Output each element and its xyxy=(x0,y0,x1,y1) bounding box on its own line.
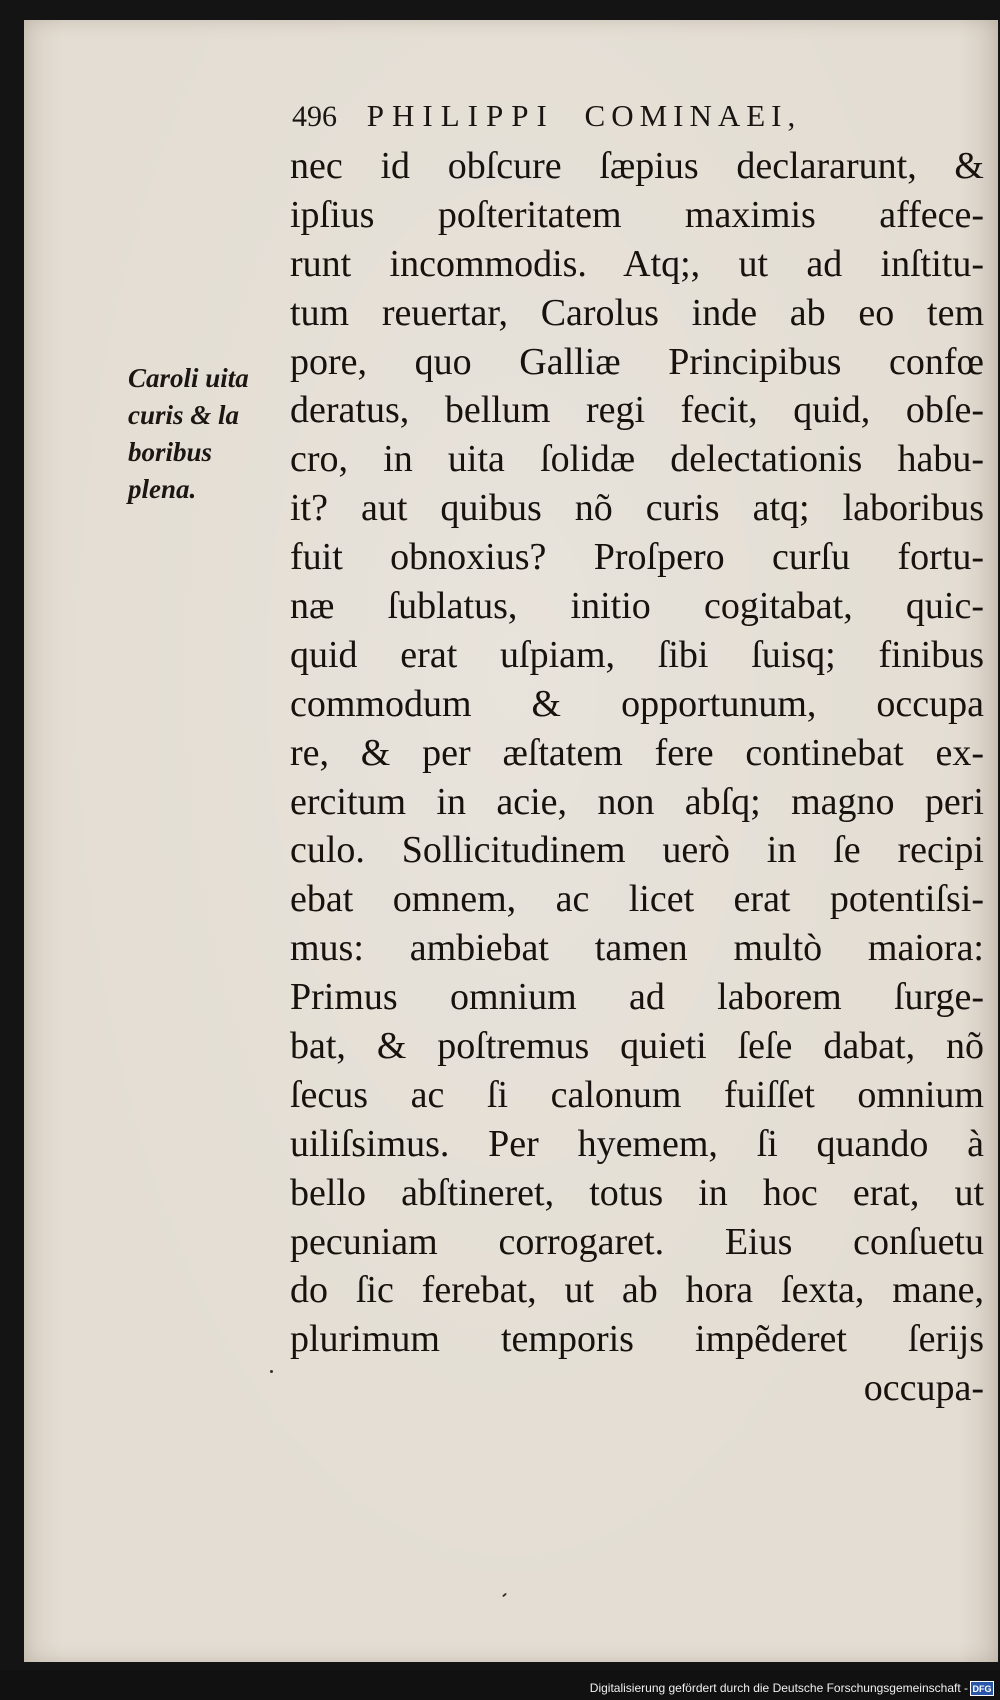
text-line: deratus, bellum regi fecit, quid, obſe- xyxy=(290,389,984,432)
text-line: it? aut quibus nõ curis atq; laboribus xyxy=(290,487,984,530)
marginal-note-line: Caroli uita xyxy=(128,363,249,393)
text-line: commodum & opportunum, occupa xyxy=(290,682,984,725)
text-line: quid erat uſpiam, ſibi ſuisq; finibus xyxy=(290,633,984,676)
text-line: mus: ambiebat tamen multò maiora: xyxy=(290,927,984,970)
text-line: uiliſsimus. Per hyemem, ſi quando à xyxy=(290,1122,984,1165)
text-line: runt incommodis. Atq;, ut ad inſtitu- xyxy=(290,242,984,285)
text-line: bat, & poſtremus quieti ſeſe dabat, nõ xyxy=(290,1025,984,1068)
footer-bar xyxy=(0,1670,1000,1700)
marginal-note-line: curis & la xyxy=(128,400,240,430)
page-number: 496 xyxy=(292,100,337,133)
running-head xyxy=(292,90,902,142)
text-line: fuit obnoxius? Proſpero curſu fortu- xyxy=(290,536,984,579)
text-line: plurimum temporis impẽderet ſerijs xyxy=(290,1318,984,1361)
text-line: nec id obſcure ſæpius declararunt, & xyxy=(290,145,984,187)
marginal-note-line: boribus xyxy=(128,437,213,467)
text-line: re, & per æſtatem fere continebat ex- xyxy=(290,731,984,774)
marginal-note-line: plena. xyxy=(128,474,197,504)
dfg-logo: DFG xyxy=(970,1681,994,1696)
paper-speck xyxy=(502,1593,507,1598)
author-last-name: COMINAEI, xyxy=(584,98,802,133)
text-line: ebat omnem, ac licet erat potentiſsi- xyxy=(290,878,984,921)
paper-speck xyxy=(270,1370,273,1373)
text-line: Primus omnium ad laborem ſurge- xyxy=(290,976,984,1019)
catchword: occupa- xyxy=(863,1367,984,1410)
text-line: do ſic ferebat, ut ab hora ſexta, mane, xyxy=(290,1269,984,1312)
text-line: pecuniam corrogaret. Eius conſuetu xyxy=(290,1220,984,1263)
author-first-name: PHILIPPI xyxy=(366,98,555,133)
text-line: tum reuertar, Carolus inde ab eo tem xyxy=(290,291,984,334)
text-line: næ ſublatus, initio cogitabat, quic- xyxy=(290,585,984,628)
text-line: ſecus ac ſi calonum fuiſſet omnium xyxy=(290,1073,984,1116)
body-text xyxy=(290,142,984,1413)
text-line: cro, in uita ſolidæ delectationis habu- xyxy=(290,438,984,481)
text-line: culo. Sollicitudinem uerò in ſe recipi xyxy=(290,829,984,872)
text-line: ercitum in acie, non abſq; magno peri xyxy=(290,780,984,823)
text-line: pore, quo Galliæ Principibus confœ xyxy=(290,340,984,383)
funding-note: Digitalisierung gefördert durch die Deutsche Forschungsgemeinschaft - xyxy=(589,1681,968,1695)
text-line: ipſius poſteritatem maximis affece- xyxy=(290,193,984,236)
marginal-note xyxy=(128,360,288,508)
text-line: bello abſtineret, totus in hoc erat, ut xyxy=(290,1171,984,1214)
